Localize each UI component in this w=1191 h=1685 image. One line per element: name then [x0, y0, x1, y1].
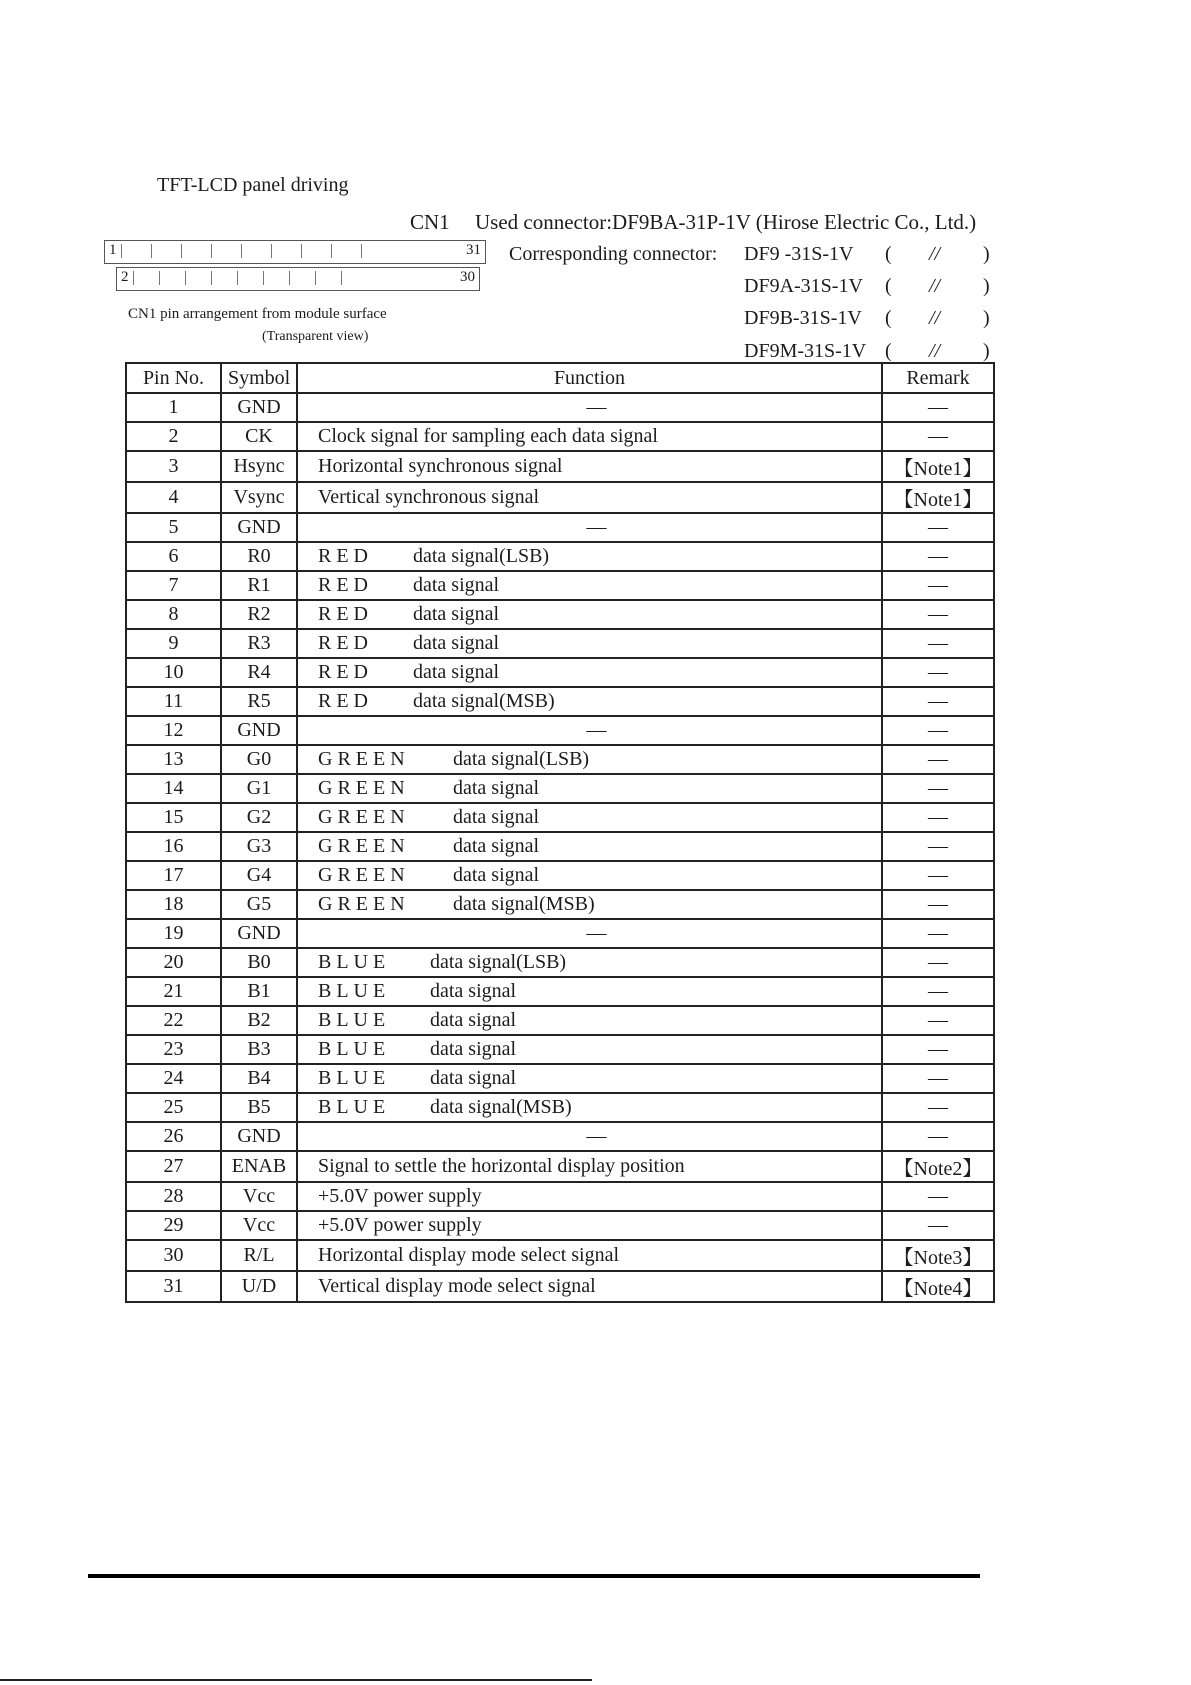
symbol-cell: GND: [221, 716, 297, 745]
connector-pin-tick: [341, 271, 342, 285]
remark-cell: —: [882, 1093, 994, 1122]
symbol-cell: G5: [221, 890, 297, 919]
symbol-cell: B3: [221, 1035, 297, 1064]
pin-number-cell: 29: [126, 1211, 221, 1240]
function-text: +5.0V power supply: [318, 1185, 482, 1207]
function-color-label: RED: [318, 690, 373, 712]
used-connector-text: Used connector:DF9BA-31P-1V (Hirose Electric Co., Ltd.): [475, 210, 977, 234]
pin-number-cell: 15: [126, 803, 221, 832]
function-color-label: GREEN: [318, 806, 410, 828]
pin-number-cell: 23: [126, 1035, 221, 1064]
table-row: [126, 745, 994, 774]
function-cell: [297, 1093, 882, 1122]
header-symbol: Symbol: [221, 363, 297, 393]
symbol-cell: G2: [221, 803, 297, 832]
table-row: [126, 890, 994, 919]
table-row: [126, 948, 994, 977]
function-cell: [297, 1211, 882, 1240]
table-row: [126, 422, 994, 451]
function-cell: [297, 571, 882, 600]
function-text: —: [586, 1125, 607, 1147]
function-cell: [297, 890, 882, 919]
function-cell: [297, 393, 882, 422]
function-color-label: GREEN: [318, 777, 410, 799]
function-text: data signal: [453, 806, 540, 828]
function-cell: [297, 1151, 882, 1182]
pin-number-cell: 24: [126, 1064, 221, 1093]
remark-cell: —: [882, 919, 994, 948]
function-color-label: RED: [318, 545, 373, 567]
corresponding-connector-part: DF9 -31S-1V: [744, 243, 854, 265]
connector-pin-tick: [315, 271, 316, 285]
function-text: Vertical display mode select signal: [318, 1275, 596, 1297]
symbol-cell: R4: [221, 658, 297, 687]
remark-cell: —: [882, 832, 994, 861]
table-row: [126, 600, 994, 629]
function-cell: [297, 861, 882, 890]
corresponding-connector-ditto: //: [929, 275, 941, 297]
table-row: [126, 658, 994, 687]
table-row: [126, 803, 994, 832]
corresponding-connector-part: DF9M-31S-1V: [744, 340, 867, 362]
symbol-cell: R/L: [221, 1240, 297, 1271]
function-cell: [297, 774, 882, 803]
connector-pin-tick: [211, 244, 212, 258]
pin-number-cell: 9: [126, 629, 221, 658]
function-text: Horizontal synchronous signal: [318, 455, 563, 477]
remark-cell: —: [882, 1182, 994, 1211]
footer-rule: [0, 1679, 592, 1681]
function-cell: [297, 422, 882, 451]
corresponding-connector-open: (: [885, 307, 892, 329]
connector-pin-tick: [181, 244, 182, 258]
remark-cell: —: [882, 977, 994, 1006]
remark-cell: —: [882, 716, 994, 745]
function-color-label: BLUE: [318, 1067, 391, 1089]
table-row: [126, 1122, 994, 1151]
remark-cell: —: [882, 1122, 994, 1151]
function-text: data signal: [430, 1067, 517, 1089]
table-row: [126, 482, 994, 513]
function-cell: [297, 687, 882, 716]
remark-cell: —: [882, 571, 994, 600]
function-color-label: BLUE: [318, 951, 391, 973]
function-text: Signal to settle the horizontal display position: [318, 1155, 685, 1177]
symbol-cell: Vsync: [221, 482, 297, 513]
table-body: [126, 393, 994, 1302]
function-color-label: GREEN: [318, 864, 410, 886]
table-row: [126, 1035, 994, 1064]
remark-cell: —: [882, 948, 994, 977]
header-remark: Remark: [882, 363, 994, 393]
function-text: —: [586, 719, 607, 741]
remark-cell: —: [882, 687, 994, 716]
function-cell: [297, 948, 882, 977]
pin-number-cell: 13: [126, 745, 221, 774]
function-color-label: BLUE: [318, 1009, 391, 1031]
symbol-cell: R5: [221, 687, 297, 716]
function-text: Vertical synchronous signal: [318, 486, 540, 508]
table-row: [126, 1240, 994, 1271]
symbol-cell: Vcc: [221, 1182, 297, 1211]
table-row: [126, 1064, 994, 1093]
function-text: Clock signal for sampling each data signal: [318, 425, 658, 447]
remark-cell: 【Note3】: [882, 1240, 994, 1271]
remark-cell: 【Note1】: [882, 482, 994, 513]
function-text: data signal: [430, 1038, 517, 1060]
function-cell: [297, 1006, 882, 1035]
connector-pin-tick: [211, 271, 212, 285]
connector-pin-tick: [271, 244, 272, 258]
symbol-cell: GND: [221, 919, 297, 948]
connector-pin-tick: [185, 271, 186, 285]
pin-number-cell: 12: [126, 716, 221, 745]
table-row: [126, 861, 994, 890]
function-text: data signal(LSB): [453, 748, 590, 770]
corresponding-connector-close: ): [983, 275, 990, 297]
function-text: data signal(MSB): [453, 893, 595, 915]
section-title: TFT-LCD panel driving: [157, 174, 349, 196]
table-row: [126, 832, 994, 861]
remark-cell: —: [882, 774, 994, 803]
pin-number-cell: 11: [126, 687, 221, 716]
symbol-cell: GND: [221, 1122, 297, 1151]
function-text: data signal: [453, 835, 540, 857]
function-color-label: RED: [318, 603, 373, 625]
function-text: data signal: [430, 980, 517, 1002]
table-row: [126, 1211, 994, 1240]
function-color-label: BLUE: [318, 1038, 391, 1060]
table-row: [126, 451, 994, 482]
function-text: +5.0V power supply: [318, 1214, 482, 1236]
function-text: data signal: [413, 574, 500, 596]
pin-number-cell: 4: [126, 482, 221, 513]
header-function: Function: [297, 363, 882, 393]
corresponding-connector-ditto: //: [929, 340, 941, 362]
symbol-cell: Hsync: [221, 451, 297, 482]
function-text: data signal(MSB): [413, 690, 555, 712]
pin-arrangement-caption: CN1 pin arrangement from module surface: [128, 306, 387, 322]
function-text: Horizontal display mode select signal: [318, 1244, 620, 1266]
symbol-cell: G0: [221, 745, 297, 774]
function-cell: [297, 1035, 882, 1064]
remark-cell: —: [882, 658, 994, 687]
remark-cell: —: [882, 1211, 994, 1240]
table-row: [126, 919, 994, 948]
pin-number-cell: 10: [126, 658, 221, 687]
function-text: data signal(MSB): [430, 1096, 572, 1118]
pin-arrangement-subcaption: (Transparent view): [262, 329, 369, 344]
table-row: [126, 716, 994, 745]
pin-number-cell: 28: [126, 1182, 221, 1211]
function-color-label: BLUE: [318, 1096, 391, 1118]
function-cell: [297, 1182, 882, 1211]
pin-number-cell: 7: [126, 571, 221, 600]
connector-pin-tick: [151, 244, 152, 258]
remark-cell: 【Note1】: [882, 451, 994, 482]
remark-cell: —: [882, 600, 994, 629]
function-cell: [297, 513, 882, 542]
function-text: data signal: [453, 864, 540, 886]
pin-number-cell: 6: [126, 542, 221, 571]
corresponding-connector-open: (: [885, 243, 892, 265]
table-row: [126, 393, 994, 422]
function-text: data signal: [413, 632, 500, 654]
table-row: [126, 1151, 994, 1182]
function-color-label: GREEN: [318, 893, 410, 915]
corresponding-connector-open: (: [885, 275, 892, 297]
function-cell: [297, 451, 882, 482]
pin-assignment-table: [125, 362, 995, 1303]
function-text: data signal: [430, 1009, 517, 1031]
pin-number-cell: 22: [126, 1006, 221, 1035]
function-text: data signal: [413, 603, 500, 625]
symbol-cell: G3: [221, 832, 297, 861]
symbol-cell: GND: [221, 513, 297, 542]
symbol-cell: CK: [221, 422, 297, 451]
table-row: [126, 629, 994, 658]
function-text: data signal(LSB): [430, 951, 567, 973]
function-color-label: GREEN: [318, 748, 410, 770]
table-row: [126, 1271, 994, 1302]
function-color-label: BLUE: [318, 980, 391, 1002]
strip-top-right-number: 31: [466, 242, 481, 258]
function-cell: [297, 745, 882, 774]
table-header-row: [126, 363, 994, 393]
function-text: —: [586, 396, 607, 418]
function-cell: [297, 1122, 882, 1151]
function-cell: [297, 1240, 882, 1271]
symbol-cell: R3: [221, 629, 297, 658]
symbol-cell: U/D: [221, 1271, 297, 1302]
symbol-cell: B0: [221, 948, 297, 977]
connector-pin-tick: [237, 271, 238, 285]
function-color-label: RED: [318, 632, 373, 654]
corresponding-connector-part: DF9B-31S-1V: [744, 307, 862, 329]
table-row: [126, 1093, 994, 1122]
corresponding-connector-close: ): [983, 243, 990, 265]
bottom-rule: [88, 1574, 980, 1578]
function-cell: [297, 919, 882, 948]
remark-cell: —: [882, 803, 994, 832]
pin-number-cell: 26: [126, 1122, 221, 1151]
symbol-cell: R0: [221, 542, 297, 571]
function-cell: [297, 600, 882, 629]
pin-number-cell: 21: [126, 977, 221, 1006]
connector-pin-tick: [159, 271, 160, 285]
remark-cell: 【Note2】: [882, 1151, 994, 1182]
function-color-label: RED: [318, 661, 373, 683]
table-row: [126, 1182, 994, 1211]
pin-number-cell: 16: [126, 832, 221, 861]
symbol-cell: Vcc: [221, 1211, 297, 1240]
symbol-cell: R1: [221, 571, 297, 600]
function-cell: [297, 832, 882, 861]
table-row: [126, 513, 994, 542]
pin-number-cell: 25: [126, 1093, 221, 1122]
connector-pin-tick: [331, 244, 332, 258]
remark-cell: —: [882, 393, 994, 422]
remark-cell: —: [882, 542, 994, 571]
connector-pin-tick: [121, 244, 122, 258]
function-cell: [297, 977, 882, 1006]
corresponding-connector-ditto: //: [929, 243, 941, 265]
function-cell: [297, 803, 882, 832]
remark-cell: —: [882, 629, 994, 658]
function-cell: [297, 716, 882, 745]
function-color-label: RED: [318, 574, 373, 596]
pin-number-cell: 3: [126, 451, 221, 482]
table-row: [126, 571, 994, 600]
remark-cell: —: [882, 1035, 994, 1064]
pin-number-cell: 18: [126, 890, 221, 919]
function-text: —: [586, 516, 607, 538]
corresponding-connector-part: DF9A-31S-1V: [744, 275, 863, 297]
remark-cell: —: [882, 745, 994, 774]
function-color-label: GREEN: [318, 835, 410, 857]
function-text: —: [586, 922, 607, 944]
connector-pin-tick: [241, 244, 242, 258]
remark-cell: —: [882, 513, 994, 542]
strip-bottom-left-number: 2: [121, 269, 129, 285]
remark-cell: —: [882, 861, 994, 890]
connector-pin-tick: [289, 271, 290, 285]
function-text: data signal: [413, 661, 500, 683]
function-cell: [297, 1271, 882, 1302]
pin-number-cell: 1: [126, 393, 221, 422]
connector-pin-tick: [263, 271, 264, 285]
strip-top-left-number: 1: [109, 242, 117, 258]
header-pin-no: Pin No.: [126, 363, 221, 393]
pin-number-cell: 30: [126, 1240, 221, 1271]
symbol-cell: G1: [221, 774, 297, 803]
symbol-cell: GND: [221, 393, 297, 422]
cn1-label: CN1: [410, 210, 450, 234]
pin-number-cell: 5: [126, 513, 221, 542]
symbol-cell: G4: [221, 861, 297, 890]
function-cell: [297, 482, 882, 513]
table-row: [126, 774, 994, 803]
corresponding-connector-label: Corresponding connector:: [509, 243, 718, 265]
function-cell: [297, 1064, 882, 1093]
table-row: [126, 977, 994, 1006]
corresponding-connector-close: ): [983, 340, 990, 362]
connector-pin-tick: [361, 244, 362, 258]
pin-number-cell: 31: [126, 1271, 221, 1302]
symbol-cell: B1: [221, 977, 297, 1006]
corresponding-connector-ditto: //: [929, 307, 941, 329]
pin-number-cell: 20: [126, 948, 221, 977]
strip-bottom-right-number: 30: [460, 269, 475, 285]
pin-number-cell: 19: [126, 919, 221, 948]
connector-pin-tick: [301, 244, 302, 258]
function-cell: [297, 542, 882, 571]
pin-number-cell: 14: [126, 774, 221, 803]
function-cell: [297, 629, 882, 658]
corresponding-connector-close: ): [983, 307, 990, 329]
remark-cell: —: [882, 1064, 994, 1093]
table-row: [126, 1006, 994, 1035]
function-text: data signal(LSB): [413, 545, 550, 567]
remark-cell: —: [882, 1006, 994, 1035]
symbol-cell: B5: [221, 1093, 297, 1122]
table-row: [126, 542, 994, 571]
function-cell: [297, 658, 882, 687]
remark-cell: —: [882, 890, 994, 919]
remark-cell: 【Note4】: [882, 1271, 994, 1302]
function-text: data signal: [453, 777, 540, 799]
corresponding-connector-open: (: [885, 340, 892, 362]
remark-cell: —: [882, 422, 994, 451]
symbol-cell: B2: [221, 1006, 297, 1035]
symbol-cell: ENAB: [221, 1151, 297, 1182]
connector-strip-top: [104, 240, 486, 264]
pin-number-cell: 17: [126, 861, 221, 890]
table-row: [126, 687, 994, 716]
pin-number-cell: 27: [126, 1151, 221, 1182]
pin-number-cell: 8: [126, 600, 221, 629]
connector-strip-bottom: [116, 267, 480, 291]
pin-number-cell: 2: [126, 422, 221, 451]
symbol-cell: R2: [221, 600, 297, 629]
symbol-cell: B4: [221, 1064, 297, 1093]
connector-pin-tick: [133, 271, 134, 285]
